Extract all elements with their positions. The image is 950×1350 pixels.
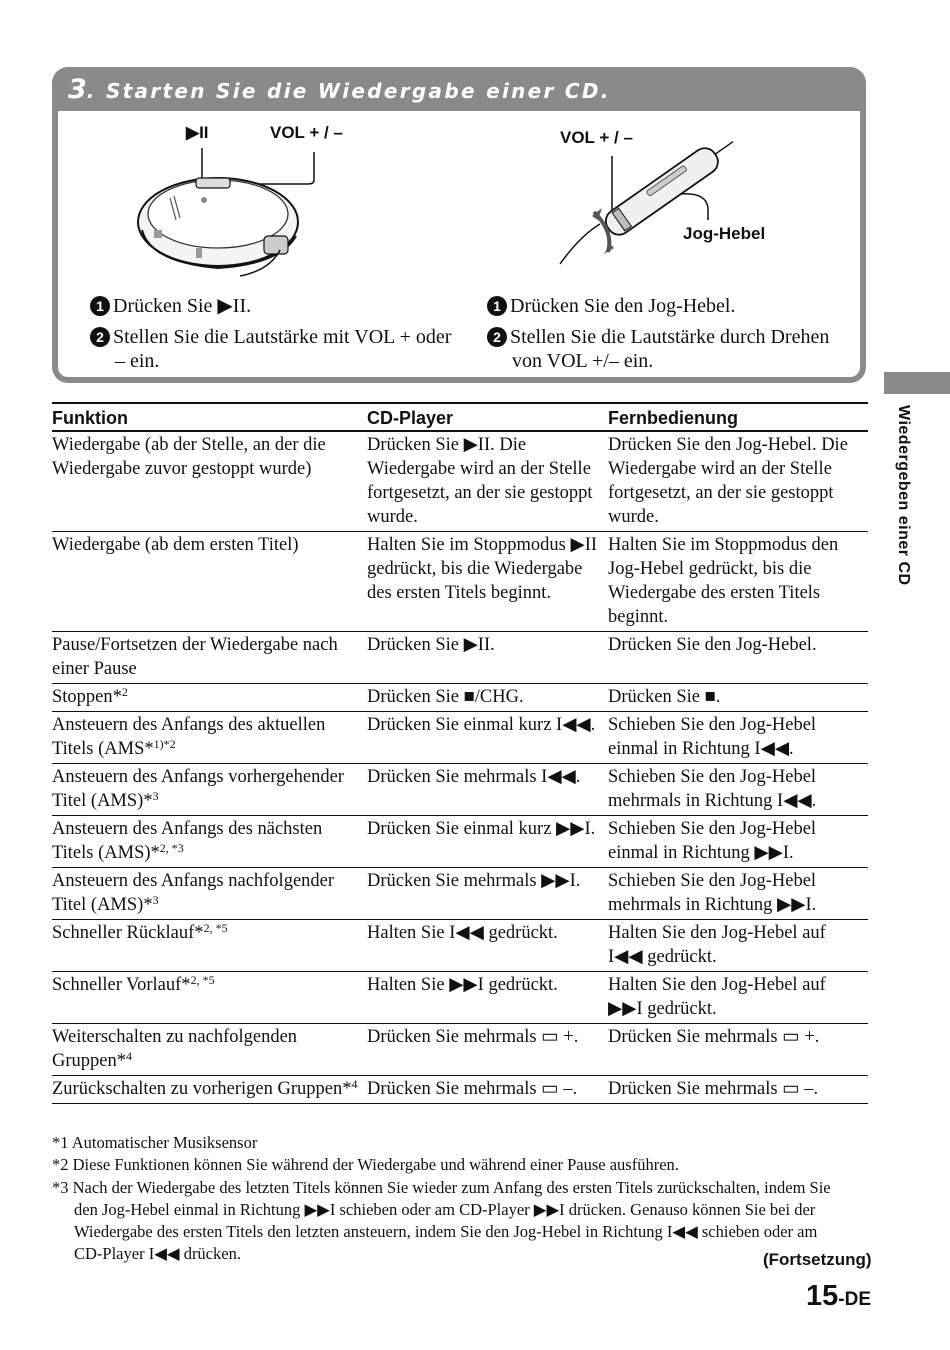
jog-lever-callout: Jog-Hebel [683,224,766,243]
cell-funktion: Ansteuern des Anfangs des nächsten Titels (AMS)*$^{2, *3}$ [52,816,367,868]
vol-callout-left: VOL + / – [270,123,343,142]
cell-cd-player: Drücken Sie ▶II. [367,632,608,684]
cell-funktion: Wiedergabe (ab dem ersten Titel) [52,532,367,632]
cell-funktion: Stoppen*$^2$ [52,684,367,712]
instruction-right-1: 1 Drücken Sie den Jog-Hebel. [487,294,847,318]
page-number: 15-DE [806,1280,871,1312]
cell-funktion: Weiterschalten zu nachfolgenden Gruppen*$^4$ [52,1024,367,1076]
cell-fernbedienung: Schieben Sie den Jog-Hebel einmal in Richtung ▶▶I. [608,816,868,868]
table-body [52,431,868,1104]
footnote-3: *3 Nach der Wiedergabe des letzten Titels können Sie wieder zum Anfang des ersten Titels zurückschalten, indem Sie den Jog-Hebel einmal in Richtung ▶▶I schieben oder am CD-Player ▶▶I drücken. Genauso können Sie bei der Wiedergabe des ersten Titels den letzten ansteuern, indem Sie den Jog-Hebel in Richtung I◀◀ schieben oder am CD-Player I◀◀ drücken. [52,1177,831,1264]
cell-fernbedienung: Drücken Sie den Jog-Hebel. Die Wiedergabe wird an der Stelle fortgesetzt, an der sie gestoppt wurde. [608,431,868,532]
footnote-1: *1 Automatischer Musiksensor [52,1133,258,1152]
cell-cd-player: Drücken Sie ■/CHG. [367,684,608,712]
side-tab-text: Wiedergeben einer CD [895,405,912,586]
table-row [52,1076,868,1104]
cell-cd-player: Halten Sie im Stoppmodus ▶II gedrückt, bis die Wiedergabe des ersten Titels beginnt. [367,532,608,632]
header-cd-player: CD-Player [367,403,608,431]
cell-funktion: Ansteuern des Anfangs nachfolgender Titel (AMS)*$^3$ [52,868,367,920]
cell-cd-player: Halten Sie I◀◀ gedrückt. [367,920,608,972]
cell-cd-player: Drücken Sie mehrmals ▭ +. [367,1024,608,1076]
cell-fernbedienung: Halten Sie den Jog-Hebel auf ▶▶I gedrückt. [608,972,868,1024]
cell-funktion: Schneller Vorlauf*$^{2, *5}$ [52,972,367,1024]
step-title-text: . Starten Sie die Wiedergabe einer CD. [86,79,611,103]
remote-illustration [550,124,750,274]
instruction-left-2: 2 Stellen Sie die Lautstärke mit VOL + oder – ein. [90,325,460,373]
cell-fernbedienung: Drücken Sie ■. [608,684,868,712]
vol-callout-right: VOL + / – [560,128,633,147]
cell-cd-player: Drücken Sie mehrmals ▭ –. [367,1076,608,1104]
bullet-1-icon: 1 [90,296,110,316]
cell-cd-player: Drücken Sie mehrmals ▶▶I. [367,868,608,920]
play-pause-callout: ▶II [186,123,209,142]
table-row [52,632,868,684]
table-row [52,1024,868,1076]
bullet-2-icon: 2 [487,327,507,347]
cell-fernbedienung: Schieben Sie den Jog-Hebel mehrmals in Richtung I◀◀. [608,764,868,816]
instruction-left-1: 1 Drücken Sie ▶II. [90,294,450,318]
cell-cd-player: Halten Sie ▶▶I gedrückt. [367,972,608,1024]
table-row [52,972,868,1024]
bullet-1-icon: 1 [487,296,507,316]
bullet-2-icon: 2 [90,327,110,347]
cell-fernbedienung: Halten Sie den Jog-Hebel auf I◀◀ gedrückt. [608,920,868,972]
header-funktion: Funktion [52,403,367,431]
footnote-2: *2 Diese Funktionen können Sie während der Wiedergabe und während einer Pause ausführen. [52,1155,679,1175]
header-fernbedienung: Fernbedienung [608,403,868,431]
cell-cd-player: Drücken Sie mehrmals I◀◀. [367,764,608,816]
table-row [52,431,868,532]
cell-cd-player: Drücken Sie ▶II. Die Wiedergabe wird an der Stelle fortgesetzt, an der sie gestoppt wurde. [367,431,608,532]
cell-fernbedienung: Schieben Sie den Jog-Hebel mehrmals in Richtung ▶▶I. [608,868,868,920]
table-row [52,712,868,764]
cd-player-illustration [130,140,330,280]
function-table [52,402,868,1104]
table-header-row [52,403,868,431]
table-row [52,764,868,816]
side-tab-bar [884,372,950,394]
cell-fernbedienung: Drücken Sie den Jog-Hebel. [608,632,868,684]
cell-funktion: Ansteuern des Anfangs vorhergehender Titel (AMS)*$^3$ [52,764,367,816]
cell-cd-player: Drücken Sie einmal kurz I◀◀. [367,712,608,764]
cell-funktion: Schneller Rücklauf*$^{2, *5}$ [52,920,367,972]
cell-funktion: Wiedergabe (ab der Stelle, an der die Wiedergabe zuvor gestoppt wurde) [52,431,367,532]
table-row [52,868,868,920]
cell-cd-player: Drücken Sie einmal kurz ▶▶I. [367,816,608,868]
table-row [52,684,868,712]
table-row [52,920,868,972]
step-number: 3 [68,74,87,105]
cell-funktion: Ansteuern des Anfangs des aktuellen Titels (AMS*$^{1)*2}$ [52,712,367,764]
side-tab-label [893,403,919,603]
cell-fernbedienung: Schieben Sie den Jog-Hebel einmal in Richtung I◀◀. [608,712,868,764]
table-row [52,816,868,868]
continued-label: (Fortsetzung) [763,1250,872,1269]
step-title [68,74,611,105]
cell-funktion: Zurückschalten zu vorherigen Gruppen*$^4$ [52,1076,367,1104]
cell-fernbedienung: Drücken Sie mehrmals ▭ –. [608,1076,868,1104]
footnotes [52,1132,852,1266]
cell-funktion: Pause/Fortsetzen der Wiedergabe nach einer Pause [52,632,367,684]
cell-fernbedienung: Halten Sie im Stoppmodus den Jog-Hebel gedrückt, bis die Wiedergabe des ersten Titels beginnt. [608,532,868,632]
instruction-right-2: 2 Stellen Sie die Lautstärke durch Drehen von VOL +/– ein. [487,325,857,373]
cell-fernbedienung: Drücken Sie mehrmals ▭ +. [608,1024,868,1076]
table-row [52,532,868,632]
